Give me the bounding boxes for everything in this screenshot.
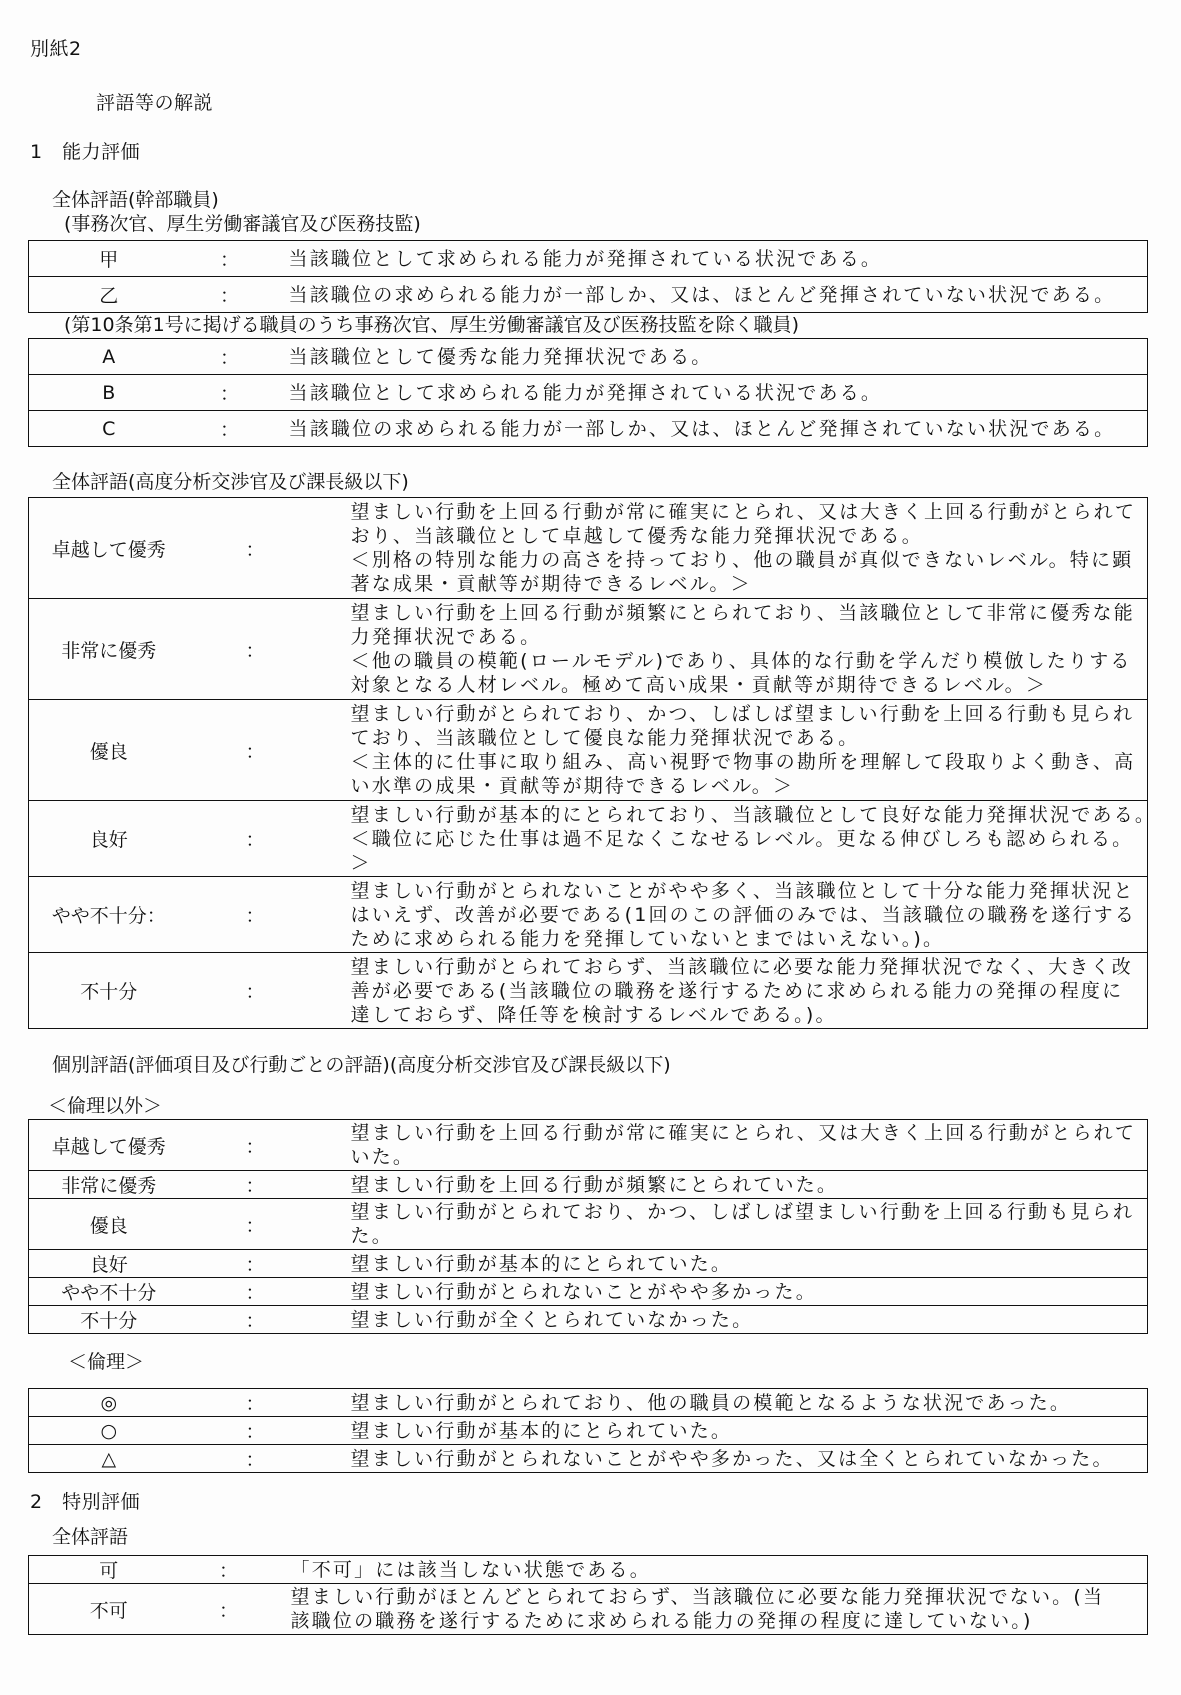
overall-table — [28, 497, 1157, 1029]
description-line: 望ましい行動を上回る行動が常に確実にとられ、又は大きく上回る行動がとられて — [350, 1122, 1137, 1144]
double-circle-icon: ◎ — [29, 1389, 189, 1417]
description-line: い水準の成果・貢献等が期待できるレベル。＞ — [350, 775, 795, 797]
grade-label: 乙 — [29, 277, 189, 313]
table-row — [29, 277, 1148, 313]
exec-group2-caption: (第10条第1号に掲げる職員のうち事務次官、厚生労働審議官及び医務技監を除く職員) — [64, 314, 800, 336]
description-line: 望ましい行動がとられないことがやや多く、当該職位として十分な能力発揮状況と — [350, 879, 1135, 902]
table-row — [29, 1417, 1148, 1445]
table-row — [29, 241, 1148, 277]
description-line: 望ましい行動が基本的にとられていた。 — [350, 1419, 733, 1442]
table-row — [29, 1584, 1148, 1635]
exec-group1-caption: (事務次官、厚生労働審議官及び医務技監) — [64, 213, 421, 235]
description-line: ており、当該職位として優良な能力発揮状況である。 — [350, 727, 860, 749]
grade-label: 甲 — [29, 241, 189, 277]
non-ethics-caption: ＜倫理以外＞ — [48, 1095, 163, 1117]
separator: ： — [189, 1417, 349, 1445]
separator: ： — [189, 1199, 349, 1250]
description-line: 望ましい行動がとられておらず、当該職位に必要な能力発揮状況でなく、大きく改 — [350, 955, 1134, 978]
table-row — [29, 700, 1148, 801]
table-row — [29, 1278, 1148, 1306]
separator: ： — [189, 953, 349, 1029]
grade-label: A — [29, 339, 189, 375]
description-line: た。 — [350, 1225, 393, 1247]
description-line: 望ましい行動が基本的にとられていた。 — [350, 1252, 733, 1275]
description-line: ために求められる能力を発揮していないとまではいえない。)。 — [350, 927, 945, 950]
grade-label: 優良 — [29, 700, 189, 801]
separator: ： — [189, 1556, 269, 1584]
description-line: 該職位の職務を遂行するために求められる能力の発揮の程度に達していない。) — [290, 1610, 1033, 1632]
description-line: 望ましい行動を上回る行動が頻繁にとられていた。 — [350, 1173, 839, 1196]
description-line: 達しておらず、降任等を検討するレベルである。)。 — [350, 1003, 837, 1026]
grade-label: 不十分 — [29, 1306, 189, 1334]
ethics-caption: ＜倫理＞ — [68, 1351, 145, 1373]
grade-description: 当該職位として優秀な能力発揮状況である。 — [271, 339, 1148, 375]
table-row — [29, 498, 1148, 599]
grade-label: 良好 — [29, 801, 189, 877]
separator: ： — [189, 277, 271, 313]
grade-description: 当該職位として求められる能力が発揮されている状況である。 — [271, 375, 1148, 411]
grade-description: 当該職位として求められる能力が発揮されている状況である。 — [271, 241, 1148, 277]
description-line: 望ましい行動がとられており、他の職員の模範となるような状況であった。 — [350, 1391, 1072, 1414]
grade-label: 不可 — [29, 1584, 189, 1635]
separator: ： — [189, 1278, 349, 1306]
attachment-label: 別紙2 — [30, 38, 82, 60]
page-title: 評語等の解説 — [96, 92, 214, 114]
grade-label: 良好 — [29, 1250, 189, 1278]
table-row — [29, 1445, 1148, 1473]
non-ethics-table — [28, 1119, 1148, 1334]
separator: ： — [189, 241, 271, 277]
table-row — [29, 1306, 1148, 1334]
description-line: 望ましい行動がとられており、かつ、しばしば望ましい行動を上回る行動も見られ — [350, 703, 1135, 725]
separator: ： — [189, 1389, 349, 1417]
grade-label: 非常に優秀 — [29, 1171, 189, 1199]
section-1-heading: 1 能力評価 — [30, 141, 141, 163]
separator: ： — [189, 498, 349, 599]
exec-overall-caption: 全体評語(幹部職員) — [52, 189, 219, 211]
description-line: 善が必要である(当該職位の職務を遂行するために求められる能力の発揮の程度に — [350, 979, 1124, 1002]
grade-label: C — [29, 411, 189, 447]
description-line: ＜主体的に仕事に取り組み、高い視野で物事の勘所を理解して段取りよく動き、高 — [350, 751, 1136, 773]
grade-label: 優良 — [29, 1199, 189, 1250]
exec-group2-table — [28, 338, 1148, 447]
special-table — [28, 1555, 1148, 1635]
table-row — [29, 1250, 1148, 1278]
separator: ： — [189, 877, 349, 953]
ethics-table — [28, 1388, 1148, 1473]
description-line: 望ましい行動がとられており、かつ、しばしば望ましい行動を上回る行動も見られ — [350, 1201, 1135, 1223]
description-line: ＜職位に応じた仕事は過不足なくこなせるレベル。更なる伸びしろも認められる。 — [350, 827, 1134, 850]
separator: ： — [189, 1445, 349, 1473]
grade-label: 可 — [29, 1556, 189, 1584]
table-row — [29, 1199, 1148, 1250]
individual-caption: 個別評語(評価項目及び行動ごとの評語)(高度分析交渉官及び課長級以下) — [52, 1054, 671, 1076]
grade-label: 卓越して優秀 — [29, 498, 189, 599]
description-line: おり、当該職位として卓越して優秀な能力発揮状況である。 — [350, 525, 923, 547]
grade-label: 非常に優秀 — [29, 599, 189, 700]
grade-label: 不十分 — [29, 953, 189, 1029]
table-row — [29, 877, 1148, 953]
overall-caption: 全体評語(高度分析交渉官及び課長級以下) — [52, 471, 409, 493]
description-line: 力発揮状況である。 — [350, 626, 542, 648]
table-row — [29, 1556, 1148, 1584]
table-row — [29, 953, 1148, 1029]
special-overall-caption: 全体評語 — [52, 1526, 129, 1548]
description-line: はいえず、改善が必要である(1回のこの評価のみでは、当該職位の職務を遂行する — [350, 903, 1137, 926]
grade-description: 当該職位の求められる能力が一部しか、又は、ほとんど発揮されていない状況である。 — [271, 411, 1148, 447]
description-line: ＜他の職員の模範(ロールモデル)であり、具体的な行動を学んだり模倣したりする — [350, 650, 1132, 672]
separator: ： — [189, 1250, 349, 1278]
description-line: 「不可」には該当しない状態である。 — [290, 1558, 651, 1581]
table-row — [29, 801, 1148, 877]
description-line: 望ましい行動が基本的にとられており、当該職位として良好な能力発揮状況である。 — [350, 803, 1157, 826]
separator: ： — [189, 411, 271, 447]
separator: ： — [189, 375, 271, 411]
description-line: 望ましい行動がほとんどとられておらず、当該職位に必要な能力発揮状況でない。(当 — [290, 1586, 1105, 1608]
separator: ： — [189, 339, 271, 375]
separator: ： — [189, 1306, 349, 1334]
description-line: ＞ — [350, 851, 372, 874]
table-row — [29, 375, 1148, 411]
separator: ： — [189, 1171, 349, 1199]
table-row — [29, 1171, 1148, 1199]
circle-icon: ○ — [29, 1417, 189, 1445]
description-line: 望ましい行動がとられないことがやや多かった、又は全くとられていなかった。 — [350, 1447, 1114, 1470]
separator: ： — [189, 700, 349, 801]
description-line: 望ましい行動を上回る行動が常に確実にとられ、又は大きく上回る行動がとられて — [350, 501, 1137, 523]
grade-label: やや不十分： — [29, 877, 189, 953]
grade-label: やや不十分 — [29, 1278, 189, 1306]
description-line: ＜別格の特別な能力の高さを持っており、他の職員が真似できないレベル。特に顕 — [350, 549, 1134, 571]
table-row — [29, 599, 1148, 700]
separator: ： — [189, 599, 349, 700]
grade-label: 卓越して優秀 — [29, 1120, 189, 1171]
description-line: 著な成果・貢献等が期待できるレベル。＞ — [350, 573, 752, 595]
separator: ： — [189, 1584, 269, 1635]
separator: ： — [189, 801, 349, 877]
grade-label: B — [29, 375, 189, 411]
section-2-heading: 2 特別評価 — [30, 1491, 141, 1513]
table-row — [29, 1389, 1148, 1417]
grade-description: 当該職位の求められる能力が一部しか、又は、ほとんど発揮されていない状況である。 — [271, 277, 1148, 313]
description-line: 望ましい行動が全くとられていなかった。 — [350, 1308, 754, 1331]
table-row — [29, 339, 1148, 375]
separator: ： — [189, 1120, 349, 1171]
description-line: いた。 — [350, 1146, 415, 1168]
description-line: 対象となる人材レベル。極めて高い成果・貢献等が期待できるレベル。＞ — [350, 674, 1048, 696]
table-row — [29, 411, 1148, 447]
description-line: 望ましい行動を上回る行動が頻繁にとられており、当該職位として非常に優秀な能 — [350, 602, 1135, 624]
exec-group1-table — [28, 240, 1148, 313]
table-row — [29, 1120, 1148, 1171]
description-line: 望ましい行動がとられないことがやや多かった。 — [350, 1280, 817, 1303]
triangle-icon: △ — [29, 1445, 189, 1473]
